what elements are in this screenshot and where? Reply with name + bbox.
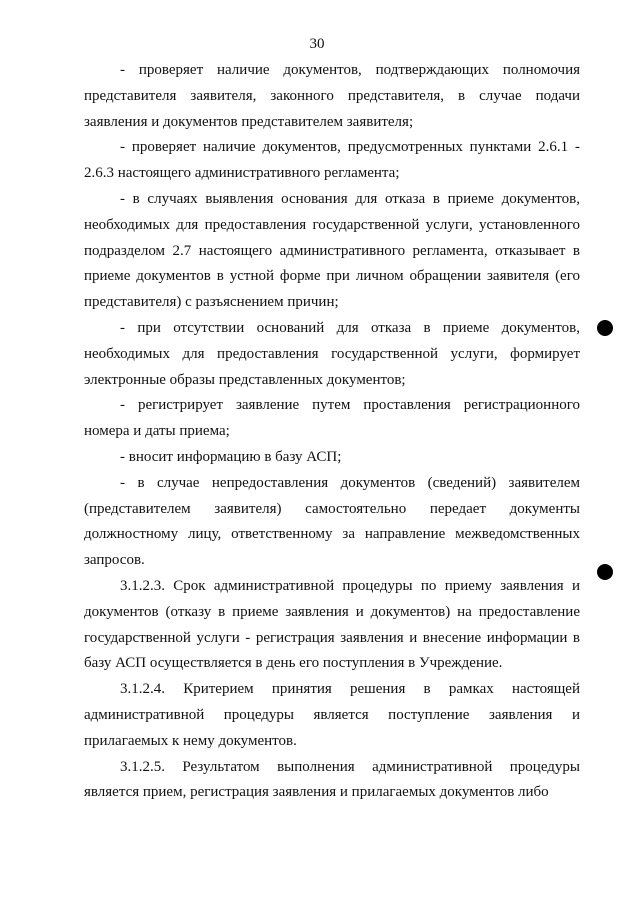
- paragraph: 3.1.2.4. Критерием принятия решения в рамках настоящей административной процедуры является поступление заявления и прилагаемых к нему документов.: [84, 681, 580, 749]
- document-body: [84, 58, 580, 806]
- punch-hole-top: [597, 320, 613, 336]
- punch-hole-bottom: [597, 564, 613, 580]
- paragraph: - в случае непредоставления документов (сведений) заявителем (представителем заявителя) самостоятельно передает документы должностному лицу, ответственному за направление межведомственных запросов.: [84, 474, 580, 569]
- paragraph: - проверяет наличие документов, подтверждающих полномочия представителя заявителя, законного представителя, в случае подачи заявления и документов представителем заявителя;: [84, 62, 580, 130]
- paragraph: - вносит информацию в базу АСП;: [120, 448, 342, 465]
- paragraph: 3.1.2.3. Срок административной процедуры по приему заявления и документов (отказу в приеме заявления и документов) на предоставление государственной услуги - регистрация заявления и внесение информации в базу АСП осуществляется в день его поступления в Учреждение.: [84, 577, 580, 672]
- page-number: 30: [309, 36, 325, 52]
- paragraph: 3.1.2.5. Результатом выполнения административной процедуры является прием, регистрация заявления и прилагаемых документов либо: [84, 758, 580, 801]
- paragraph: - при отсутствии оснований для отказа в приеме документов, необходимых для предоставления государственной услуги, формирует электронные образы представленных документов;: [84, 319, 580, 388]
- paragraph: - проверяет наличие документов, предусмотренных пунктами 2.6.1 - 2.6.3 настоящего административного регламента;: [84, 139, 580, 182]
- paragraph: - в случаях выявления основания для отказа в приеме документов, необходимых для предоставления государственной услуги, установленного подразделом 2.7 настоящего административного регламента, отказывает в приеме документов в устной форме при личном обращении заявителя (его представителя) с разъяснением причин;: [84, 190, 580, 311]
- paragraph: - регистрирует заявление путем проставления регистрационного номера и даты приема;: [84, 397, 580, 440]
